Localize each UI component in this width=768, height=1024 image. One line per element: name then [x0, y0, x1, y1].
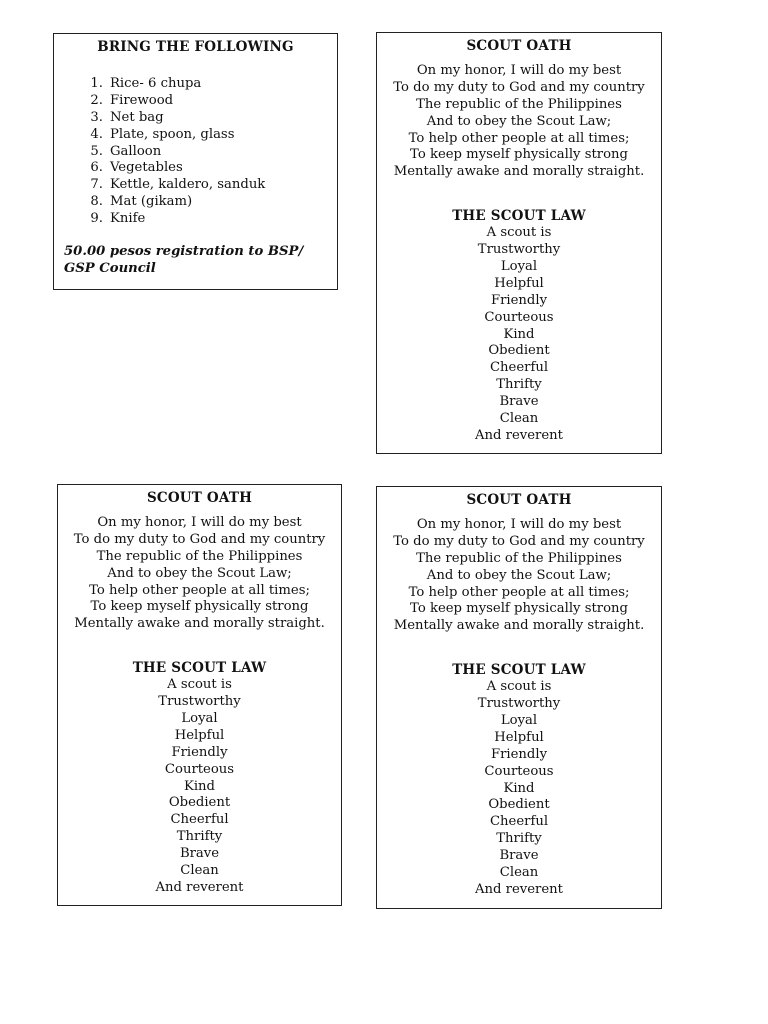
- bring-list-items: [54, 76, 337, 228]
- law-line: Kind: [503, 780, 535, 796]
- law-line: And reverent: [475, 427, 563, 443]
- oath-text: [58, 515, 341, 633]
- law-text: [377, 225, 661, 445]
- law-line: Cheerful: [489, 360, 549, 376]
- oath-line: The republic of the Philippines: [416, 96, 622, 112]
- law-line: Brave: [179, 846, 220, 862]
- law-line: Thrifty: [496, 831, 542, 847]
- list-item: [54, 110, 337, 127]
- law-text: [377, 679, 661, 899]
- law-title: THE SCOUT LAW: [452, 662, 586, 679]
- law-line: A scout is: [167, 677, 232, 693]
- law-line: Loyal: [500, 259, 538, 275]
- list-item-number: 3.: [90, 109, 103, 125]
- oath-line: To do my duty to God and my country: [393, 533, 645, 549]
- oath-line: To help other people at all times;: [408, 584, 630, 600]
- list-item-text: Rice- 6 chupa: [110, 76, 202, 91]
- list-item: [54, 144, 337, 161]
- law-title: THE SCOUT LAW: [452, 208, 586, 225]
- oath-line: And to obey the Scout Law;: [426, 113, 612, 129]
- list-item-text: Kettle, kaldero, sanduk: [110, 177, 266, 193]
- list-item-text: Mat (gikam): [110, 194, 193, 210]
- list-item-text: Galloon: [110, 143, 162, 159]
- oath-text: [377, 517, 661, 635]
- oath-line: The republic of the Philippines: [96, 548, 303, 564]
- law-line: Cheerful: [489, 814, 549, 830]
- list-item-number: 9.: [90, 211, 103, 227]
- law-line: And reverent: [155, 879, 244, 895]
- law-line: Courteous: [164, 761, 235, 777]
- oath-line: To keep myself physically strong: [410, 147, 628, 163]
- list-item: [54, 93, 337, 110]
- oath-line: On my honor, I will do my best: [416, 63, 622, 78]
- law-text: [58, 677, 341, 897]
- list-item-text: Vegetables: [110, 160, 183, 176]
- law-line: Helpful: [494, 275, 544, 291]
- law-line: Helpful: [174, 727, 225, 743]
- registration-line: GSP Council: [64, 261, 156, 277]
- law-line: And reverent: [475, 881, 563, 897]
- law-line: Thrifty: [496, 377, 542, 393]
- law-line: Clean: [180, 863, 219, 879]
- law-line: A scout is: [486, 225, 552, 241]
- law-line: Loyal: [500, 713, 538, 729]
- oath-text: [377, 63, 661, 181]
- oath-line: Mentally awake and morally straight.: [74, 616, 325, 632]
- list-item-number: 6.: [90, 160, 103, 176]
- bring-list-title: BRING THE FOLLOWING: [97, 39, 294, 55]
- law-line: Friendly: [490, 292, 548, 308]
- oath-line: To do my duty to God and my country: [73, 531, 326, 547]
- law-line: Kind: [183, 778, 215, 794]
- list-item-number: 5.: [90, 143, 103, 159]
- registration-line: 50.00 pesos registration to BSP/: [64, 244, 304, 260]
- bring-list-card: [53, 33, 338, 290]
- law-line: Brave: [499, 848, 539, 864]
- list-item-text: Firewood: [110, 92, 174, 108]
- list-item: [54, 127, 337, 144]
- oath-line: To help other people at all times;: [89, 582, 310, 598]
- scout-oath-card: [376, 486, 662, 909]
- registration-note: [64, 243, 337, 277]
- law-line: Courteous: [484, 763, 554, 779]
- list-item: [54, 194, 337, 211]
- list-item: [54, 76, 337, 93]
- list-item: [54, 211, 337, 228]
- oath-line: And to obey the Scout Law;: [426, 567, 612, 583]
- law-line: Obedient: [168, 795, 231, 811]
- oath-title: SCOUT OATH: [466, 38, 572, 54]
- list-item-text: Net bag: [110, 109, 164, 125]
- law-line: Cheerful: [170, 812, 229, 828]
- list-item-number: 4.: [90, 126, 103, 142]
- list-item-number: 8.: [90, 194, 103, 210]
- oath-title: SCOUT OATH: [466, 492, 572, 508]
- law-title: THE SCOUT LAW: [132, 660, 267, 677]
- oath-line: To help other people at all times;: [408, 130, 630, 146]
- oath-title: SCOUT OATH: [146, 490, 253, 506]
- oath-line: On my honor, I will do my best: [416, 517, 622, 532]
- list-item-text: Plate, spoon, glass: [110, 126, 235, 142]
- oath-line: To keep myself physically strong: [90, 599, 309, 615]
- oath-line: To do my duty to God and my country: [393, 79, 645, 95]
- law-line: Clean: [499, 865, 539, 881]
- list-item: [54, 160, 337, 177]
- list-item-number: 2.: [90, 92, 103, 108]
- oath-line: And to obey the Scout Law;: [107, 565, 292, 581]
- law-line: Friendly: [171, 744, 228, 760]
- law-line: Kind: [503, 326, 535, 342]
- list-item: [54, 177, 337, 194]
- oath-line: Mentally awake and morally straight.: [393, 618, 645, 634]
- law-line: Trustworthy: [477, 242, 561, 258]
- list-item-number: 7.: [90, 177, 103, 193]
- law-line: Obedient: [488, 797, 550, 813]
- oath-line: Mentally awake and morally straight.: [393, 164, 645, 180]
- law-line: Brave: [499, 394, 539, 410]
- list-item-number: 1.: [90, 76, 103, 91]
- law-line: Friendly: [490, 746, 548, 762]
- scout-oath-card: [57, 484, 342, 906]
- law-line: Trustworthy: [477, 696, 561, 712]
- law-line: Helpful: [494, 729, 544, 745]
- law-line: Loyal: [181, 711, 218, 727]
- law-line: Clean: [499, 411, 539, 427]
- law-line: Trustworthy: [158, 694, 241, 710]
- law-line: Obedient: [488, 343, 550, 359]
- oath-line: To keep myself physically strong: [410, 601, 628, 617]
- list-item-text: Knife: [110, 211, 146, 227]
- law-line: A scout is: [486, 679, 552, 695]
- oath-line: On my honor, I will do my best: [97, 515, 302, 530]
- scout-oath-card: [376, 32, 662, 454]
- law-line: Courteous: [484, 309, 554, 325]
- law-line: Thrifty: [176, 829, 223, 845]
- oath-line: The republic of the Philippines: [416, 550, 622, 566]
